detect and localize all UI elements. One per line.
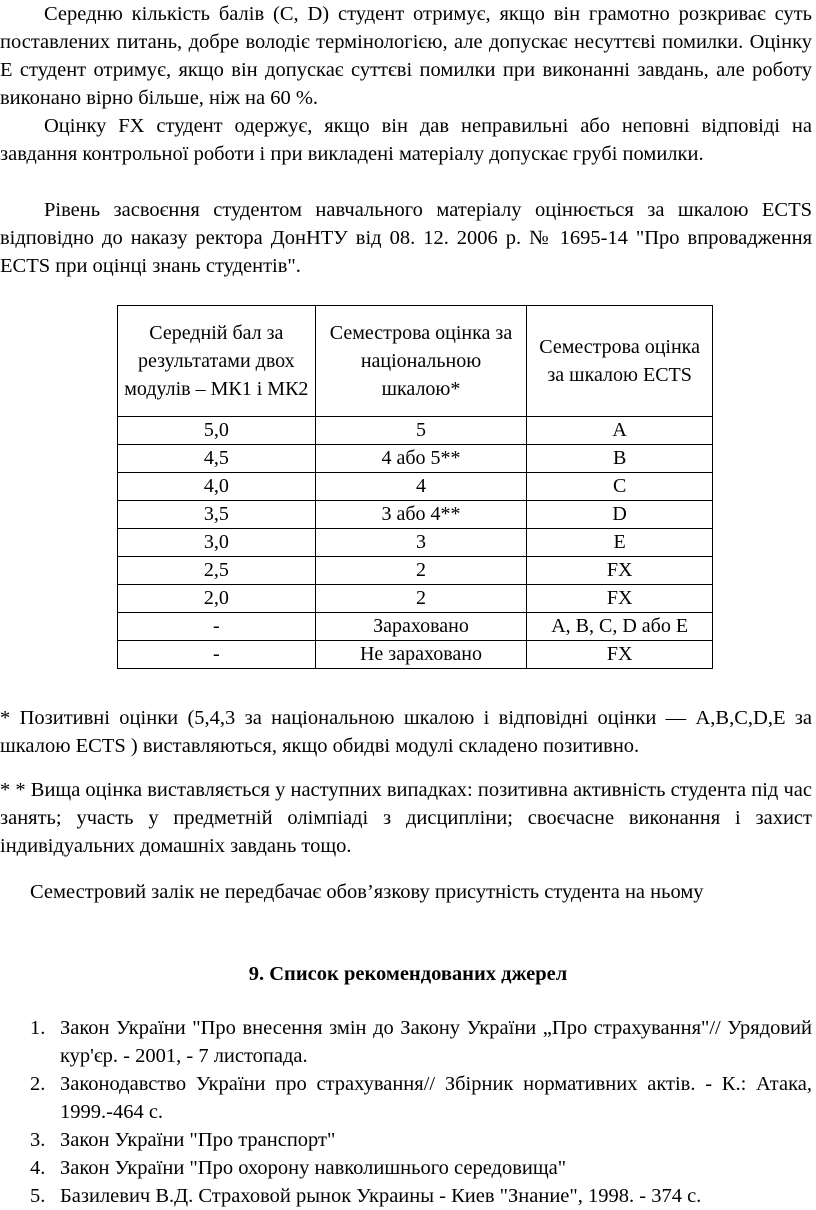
cell-ects-grade: FX (527, 585, 713, 613)
header-average-score: Середній бал за результатами двох модулів – МК1 і МК2 (118, 306, 316, 417)
list-item-text: Базилевич В.Д. Страховой рынок Украины - Киев "Знание", 1998. - 374 с. (60, 1185, 702, 1207)
list-item-number: 3. (30, 1129, 46, 1151)
cell-ects-grade: C (527, 473, 713, 501)
table-row (118, 473, 713, 501)
cell-national-grade: 3 або 4** (315, 501, 527, 529)
cell-national-grade: Зараховано (315, 613, 527, 641)
grades-table (117, 305, 713, 669)
table-row (118, 641, 713, 669)
table-row (118, 417, 713, 445)
cell-ects-grade: B (527, 445, 713, 473)
cell-ects-grade: D (527, 501, 713, 529)
cell-national-grade: 2 (315, 585, 527, 613)
list-item-number: 1. (30, 1017, 46, 1039)
cell-national-grade: Не зараховано (315, 641, 527, 669)
list-item (0, 1070, 812, 1126)
paragraph-ects-scale: Рівень засвоєння студентом навчального матеріалу оцінюється за шкалою ECTS відповідно до наказу ректора ДонНТУ від 08. 12. 2006 р. № 1695-14 "Про впровадження ECTS при оцінці знань студентів". (0, 199, 812, 277)
list-item-text: Закон України "Про охорону навколишнього середовища" (60, 1157, 567, 1179)
table-row (118, 529, 713, 557)
list-item-number: 2. (30, 1073, 46, 1095)
cell-average-score: - (118, 613, 316, 641)
list-item (0, 1182, 812, 1210)
table-row (118, 445, 713, 473)
table-row (118, 613, 713, 641)
references-heading: 9. Список рекомендованих джерел (248, 963, 568, 985)
cell-ects-grade: A, B, C, D або E (527, 613, 713, 641)
cell-ects-grade: E (527, 529, 713, 557)
list-item-number: 5. (30, 1185, 46, 1207)
footnote-higher-grade: * * Вища оцінка виставляється у наступних випадках: позитивна активність студента під час занять; участь у предметній олімпіаді з дисципліни; своєчасне виконання і захист індивідуальних домашніх завдань тощо. (0, 779, 812, 857)
table-row (118, 501, 713, 529)
cell-average-score: 5,0 (118, 417, 316, 445)
cell-ects-grade: FX (527, 641, 713, 669)
cell-average-score: - (118, 641, 316, 669)
list-item (0, 1126, 812, 1154)
table-header-row (118, 306, 713, 417)
footnote-positive-grades: * Позитивні оцінки (5,4,3 за національною шкалою і відповідні оцінки — A,B,C,D,E за шкалою ECTS ) виставляються, якщо обидві модулі складено позитивно. (0, 707, 812, 757)
list-item-text: Закон України "Про транспорт" (60, 1129, 336, 1151)
references-list (0, 1014, 812, 1210)
cell-national-grade: 4 або 5** (315, 445, 527, 473)
list-item (0, 1014, 812, 1070)
cell-national-grade: 4 (315, 473, 527, 501)
paragraph-average-grade: Середню кількість балів (С, D) студент отримує, якщо він грамотно розкриває суть поставлених питань, добре володіє термінологією, але допускає несуттєві помилки. Оцінку Е студент отримує, якщо він допускає суттєві помилки при виконанні завдань, але роботу виконано вірно більше, ніж на 60 %. (0, 3, 812, 109)
cell-ects-grade: A (527, 417, 713, 445)
header-ects-grade: Семестрова оцінка за шкалою ECTS (527, 306, 713, 417)
cell-ects-grade: FX (527, 557, 713, 585)
cell-average-score: 4,0 (118, 473, 316, 501)
list-item-text: Законодавство України про страхування// Збірник нормативних актів. - К.: Атака, 1999.-464 с. (60, 1073, 812, 1123)
cell-average-score: 2,0 (118, 585, 316, 613)
list-item-text: Закон України "Про внесення змін до Закону України „Про страхування"// Урядовий кур'єр. - 2001, - 7 листопада. (60, 1017, 812, 1067)
cell-average-score: 3,5 (118, 501, 316, 529)
table-row (118, 557, 713, 585)
cell-national-grade: 2 (315, 557, 527, 585)
header-national-grade: Семестрова оцінка за національною шкалою* (315, 306, 527, 417)
cell-average-score: 2,5 (118, 557, 316, 585)
list-item-number: 4. (30, 1157, 46, 1179)
semester-credit-note: Семестровий залік не передбачає обов’язкову присутність студента на ньому (30, 881, 704, 903)
list-item (0, 1154, 812, 1182)
cell-national-grade: 5 (315, 417, 527, 445)
table-row (118, 585, 713, 613)
cell-average-score: 3,0 (118, 529, 316, 557)
paragraph-fx-grade: Оцінку FX студент одержує, якщо він дав неправильні або неповні відповіді на завдання контрольної роботи і при викладені матеріалу допускає грубі помилки. (0, 115, 812, 165)
cell-national-grade: 3 (315, 529, 527, 557)
cell-average-score: 4,5 (118, 445, 316, 473)
